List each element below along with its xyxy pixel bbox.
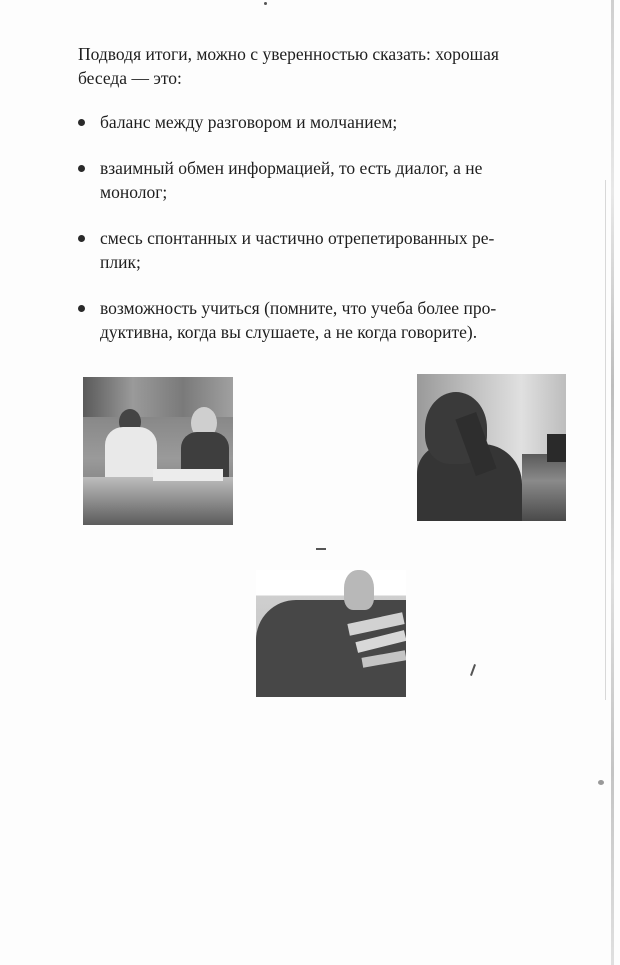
bullet-line: монолог;	[100, 182, 168, 202]
scan-edge-line	[605, 180, 606, 700]
bullet-dot-icon	[78, 119, 85, 126]
scan-speck	[598, 780, 604, 785]
desk-shape	[522, 454, 566, 521]
photo-person-on-phone	[417, 374, 566, 521]
bullet-list	[78, 110, 564, 344]
intro-line: беседа — это:	[78, 68, 182, 88]
bullet-item	[78, 226, 564, 274]
monitor-shape	[547, 434, 566, 462]
intro-paragraph	[78, 42, 564, 90]
hands-shape	[344, 570, 374, 610]
bullet-dot-icon	[78, 235, 85, 242]
bullet-line: взаимный обмен информацией, то есть диалог, а не	[100, 158, 483, 178]
scan-speck	[264, 2, 267, 5]
table-shape	[83, 477, 233, 525]
bullet-line: смесь спонтанных и частично отрепетированных ре-	[100, 228, 495, 248]
scan-speck	[470, 664, 476, 676]
scan-speck	[316, 548, 326, 550]
bullet-line: плик;	[100, 252, 141, 272]
bullet-item	[78, 110, 564, 134]
bullet-dot-icon	[78, 305, 85, 312]
bullet-dot-icon	[78, 165, 85, 172]
text-block	[78, 42, 564, 366]
photo-hands-on-head	[256, 570, 406, 697]
scan-edge	[611, 0, 614, 965]
bullet-line: баланс между разговором и молчанием;	[100, 112, 398, 132]
photo-two-people-talking	[83, 377, 233, 525]
intro-line: Подводя итоги, можно с уверенностью сказать: хорошая	[78, 44, 499, 64]
person-figure	[256, 600, 406, 697]
bullet-item	[78, 296, 564, 344]
bullet-line: дуктивна, когда вы слушаете, а не когда говорите).	[100, 322, 478, 342]
bullet-line: возможность учиться (помните, что учеба более про-	[100, 298, 497, 318]
bullet-item	[78, 156, 564, 204]
table-papers	[153, 469, 223, 481]
